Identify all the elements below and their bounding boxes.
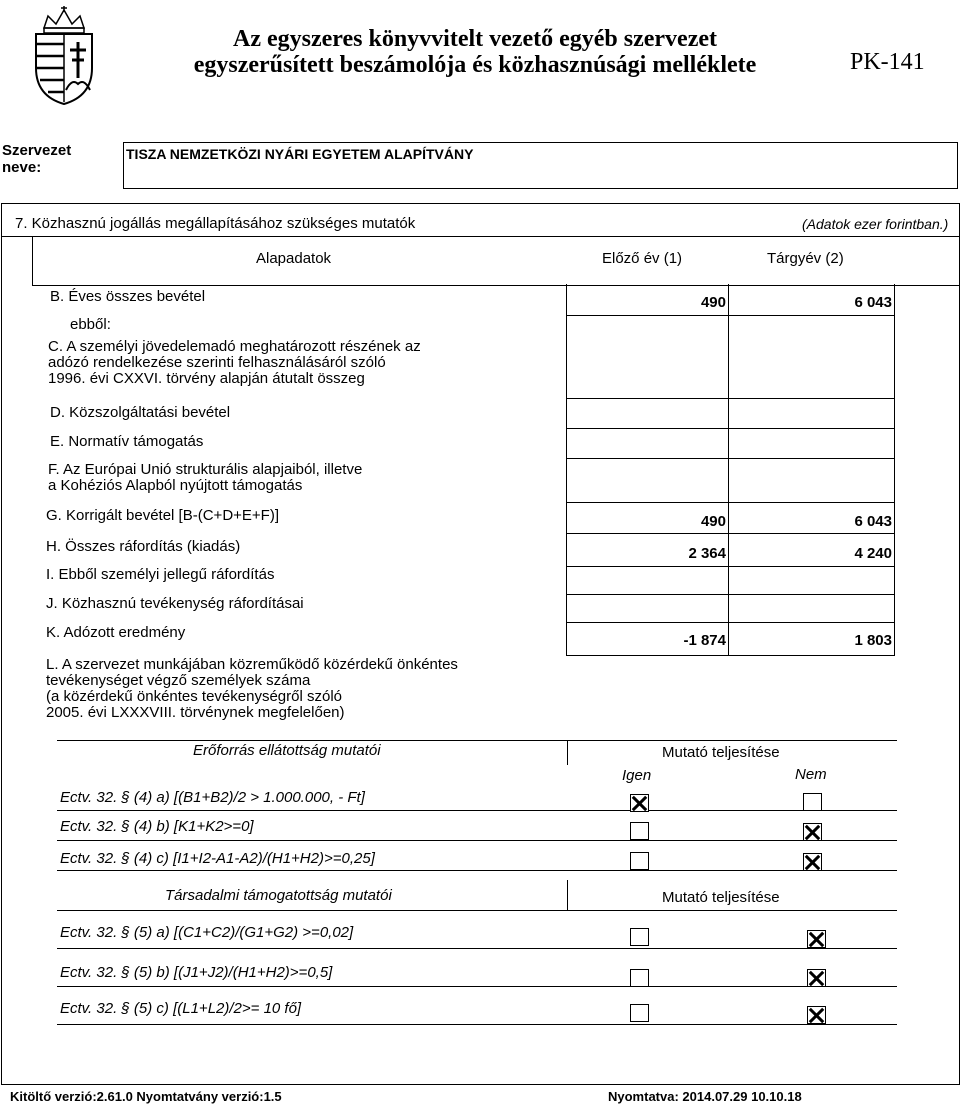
social-item-c-yes-checkbox[interactable] xyxy=(630,1004,649,1022)
resource-item-b-no-checkbox[interactable] xyxy=(803,823,822,841)
row-j-label: J. Közhasznú tevékenység ráfordításai xyxy=(46,595,304,612)
org-name-value: TISZA NEMZETKÖZI NYÁRI EGYETEM ALAPÍTVÁNY xyxy=(126,146,474,162)
row-l-line1: L. A szervezet munkájában közreműködő közérdekű önkéntes xyxy=(46,656,458,673)
social-indicators-title: Társadalmi támogatottság mutatói xyxy=(165,887,392,904)
col-header-current-year: Tárgyév (2) xyxy=(767,250,844,267)
row-b-curr: 6 043 xyxy=(854,294,892,311)
row-h-curr: 4 240 xyxy=(854,545,892,562)
resource-item-a-label: Ectv. 32. § (4) a) [(B1+B2)/2 > 1.000.000, - Ft] xyxy=(60,789,365,806)
row-g-prev: 490 xyxy=(700,513,726,530)
ebbol-label: ebből: xyxy=(70,316,111,333)
form-title-line2: egyszerűsített beszámolója és közhasznúsági melléklete xyxy=(193,52,757,78)
row-d-label: D. Közszolgáltatási bevétel xyxy=(50,404,231,421)
resource-item-c-label: Ectv. 32. § (4) c) [I1+I2-A1-A2)/(H1+H2)>=0,25] xyxy=(60,850,375,867)
org-name-label-line1: Szervezet xyxy=(2,142,72,159)
row-l-line3: (a közérdekű önkéntes tevékenységről szóló xyxy=(46,688,343,705)
col-header-alapadatok: Alapadatok xyxy=(256,250,332,267)
row-c-line2: adózó rendelkezése szerinti felhasználásáról szóló xyxy=(48,354,386,371)
row-b-label: B. Éves összes bevétel xyxy=(50,288,206,305)
org-name-label-line2: neve: xyxy=(2,159,42,176)
social-item-b-label: Ectv. 32. § (5) b) [(J1+J2)/(H1+H2)>=0,5] xyxy=(60,964,333,981)
row-i-label: I. Ebből személyi jellegű ráfordítás xyxy=(46,566,275,583)
social-item-c-label: Ectv. 32. § (5) c) [(L1+L2)/2>= 10 fő] xyxy=(60,1000,302,1017)
resource-fulfilment-header: Mutató teljesítése xyxy=(662,744,780,761)
org-name-field xyxy=(123,142,958,189)
social-item-c-no-checkbox[interactable] xyxy=(807,1006,826,1024)
footer-printed: Nyomtatva: 2014.07.29 10.10.18 xyxy=(608,1089,802,1104)
social-fulfilment-header: Mutató teljesítése xyxy=(662,889,780,906)
resource-item-c-no-checkbox[interactable] xyxy=(803,853,822,871)
form-title-line1: Az egyszeres könyvvitelt vezető egyéb szervezet xyxy=(232,26,717,52)
social-item-a-label: Ectv. 32. § (5) a) [(C1+C2)/(G1+G2) >=0,02] xyxy=(60,924,354,941)
row-k-label: K. Adózott eredmény xyxy=(46,624,186,641)
resource-item-c-yes-checkbox[interactable] xyxy=(630,852,649,870)
row-k-prev: -1 874 xyxy=(683,632,726,649)
resource-item-a-no-checkbox[interactable] xyxy=(803,793,822,811)
coat-of-arms-icon xyxy=(30,6,98,106)
section-title: 7. Közhasznú jogállás megállapításához szükséges mutatók xyxy=(15,215,416,232)
row-k-curr: 1 803 xyxy=(854,632,892,649)
row-c-line3: 1996. évi CXXVI. törvény alapján átutalt összeg xyxy=(48,370,365,387)
form-code: PK-141 xyxy=(850,49,925,75)
resource-indicators-title: Erőforrás ellátottság mutatói xyxy=(193,742,381,759)
resource-item-a-yes-checkbox[interactable] xyxy=(630,794,649,812)
yes-header: Igen xyxy=(622,767,652,784)
row-h-label: H. Összes ráfordítás (kiadás) xyxy=(46,538,241,555)
row-h-prev: 2 364 xyxy=(688,545,726,562)
row-l-line4: 2005. évi LXXXVIII. törvénynek megfelelően) xyxy=(46,704,345,721)
row-f-line2: a Kohéziós Alapból nyújtott támogatás xyxy=(48,477,303,494)
social-item-b-no-checkbox[interactable] xyxy=(807,969,826,987)
row-f-line1: F. Az Európai Unió strukturális alapjaiból, illetve xyxy=(48,461,363,478)
col-header-prev-year: Előző év (1) xyxy=(602,250,683,267)
no-header: Nem xyxy=(795,766,827,783)
row-g-label: G. Korrigált bevétel [B-(C+D+E+F)] xyxy=(46,507,279,524)
row-g-curr: 6 043 xyxy=(854,513,892,530)
resource-item-b-label: Ectv. 32. § (4) b) [K1+K2>=0] xyxy=(60,818,254,835)
social-item-a-no-checkbox[interactable] xyxy=(807,930,826,948)
row-l-line2: tevékenységet végző személyek száma xyxy=(46,672,311,689)
unit-note: (Adatok ezer forintban.) xyxy=(802,216,949,232)
social-item-a-yes-checkbox[interactable] xyxy=(630,928,649,946)
footer-version: Kitöltő verzió:2.61.0 Nyomtatvány verzió:1.5 xyxy=(10,1089,282,1104)
resource-item-b-yes-checkbox[interactable] xyxy=(630,822,649,840)
social-item-b-yes-checkbox[interactable] xyxy=(630,969,649,987)
row-e-label: E. Normatív támogatás xyxy=(50,433,204,450)
row-b-prev: 490 xyxy=(700,294,726,311)
row-c-line1: C. A személyi jövedelemadó meghatározott részének az xyxy=(48,338,421,355)
